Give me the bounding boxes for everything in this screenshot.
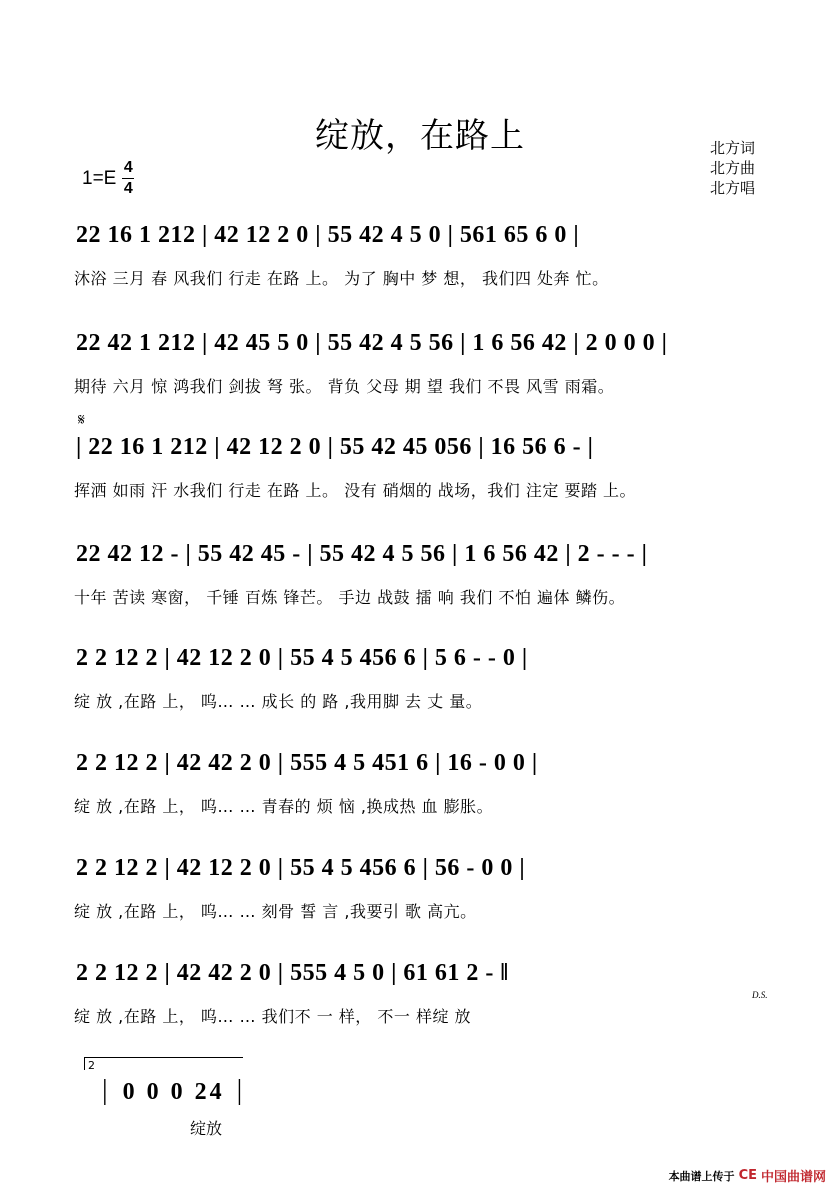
score-row-4	[0, 541, 840, 641]
time-signature	[122, 160, 134, 197]
notes-line: 2 2 12 2 | 42 12 2 0 | 55 4 5 456 6 | 56 - 0 0 |	[76, 855, 526, 881]
key-signature	[82, 160, 134, 197]
score-row-6	[0, 750, 840, 850]
lyrics-line: 绽 放 ,在路 上， 呜… … 刻骨 誓 言 ,我要引 歌 高亢。	[74, 902, 477, 921]
notes-line: 2 2 12 2 | 42 42 2 0 | 555 4 5 0 | 61 61 2 - ‖	[76, 960, 509, 986]
time-bottom: 4	[123, 180, 133, 197]
lyrics-line: 十年 苦读 寒窗， 千锤 百炼 锋芒。 手边 战鼓 擂 响 我们 不怕 遍体 鳞伤。	[74, 588, 626, 607]
segno-sign: 𝄋	[78, 410, 85, 429]
credits	[710, 138, 755, 198]
lyrics-line: 沐浴 三月 春 风我们 行走 在路 上。 为了 胸中 梦 想， 我们四 处奔 忙。	[74, 269, 609, 288]
time-divider	[122, 178, 134, 179]
ending-start-barline: |	[102, 1075, 111, 1106]
volta-number: 2	[88, 1059, 95, 1072]
notes-line: 2 2 12 2 | 42 42 2 0 | 555 4 5 451 6 | 16 - 0 0 |	[76, 750, 538, 776]
time-top: 4	[123, 159, 133, 176]
score-row-1	[0, 222, 840, 322]
score-row-2	[0, 330, 840, 430]
notes-line: 22 16 1 212 | 42 12 2 0 | 55 42 4 5 0 | 561 65 6 0 |	[76, 222, 580, 248]
site-logo-text: 中国曲谱网	[760, 1170, 826, 1185]
lyrics-line: 绽 放 ,在路 上， 呜… … 青春的 烦 恼 ,换成热 血 膨胀。	[74, 797, 494, 816]
score-row-5	[0, 645, 840, 745]
lyrics-line: 期待 六月 惊 鸿我们 剑拔 弩 张。 背负 父母 期 望 我们 不畏 风雪 雨霜。	[74, 377, 615, 396]
notes-line: 22 42 12 - | 55 42 45 - | 55 42 4 5 56 | 1 6 56 42 | 2 - - - |	[76, 541, 648, 567]
song-title: 绽放，在路上	[315, 116, 525, 156]
da-segno-mark: D.S.	[752, 990, 768, 1000]
site-logo-icon: CE	[738, 1168, 757, 1183]
ending-lyrics: 绽放	[190, 1119, 223, 1138]
notes-line: 2 2 12 2 | 42 12 2 0 | 55 4 5 456 6 | 5 6 - - 0 |	[76, 645, 528, 671]
volta-bracket	[84, 1057, 243, 1070]
notes-line: 22 42 1 212 | 42 45 5 0 | 55 42 4 5 56 | 1 6 56 42 | 2 0 0 0 |	[76, 330, 668, 356]
notes-line: | 22 16 1 212 | 42 12 2 0 | 55 42 45 056 | 16 56 6 - |	[76, 434, 594, 460]
footer	[669, 1166, 826, 1185]
lyrics-line: 绽 放 ,在路 上， 呜… … 我们不 一 样， 不一 样绽 放	[74, 1007, 472, 1026]
ending-end-barline: |	[236, 1075, 246, 1106]
lyricist-credit: 北方词	[710, 139, 756, 157]
key-label: 1=E	[82, 167, 117, 189]
lyrics-line: 绽 放 ,在路 上， 呜… … 成长 的 路 ,我用脚 去 丈 量。	[74, 692, 483, 711]
score-row-3	[0, 434, 840, 534]
score-row-8	[0, 960, 840, 1060]
score-row-7	[0, 855, 840, 955]
ending-notes	[102, 1075, 245, 1107]
lyrics-line: 挥洒 如雨 汗 水我们 行走 在路 上。 没有 硝烟的 战场，我们 注定 要踏 上。	[74, 481, 637, 500]
singer-credit: 北方唱	[710, 179, 756, 197]
ending-notes-text: 0 0 0 24	[122, 1079, 225, 1105]
composer-credit: 北方曲	[710, 159, 756, 177]
footer-text: 本曲谱上传于	[668, 1169, 735, 1183]
